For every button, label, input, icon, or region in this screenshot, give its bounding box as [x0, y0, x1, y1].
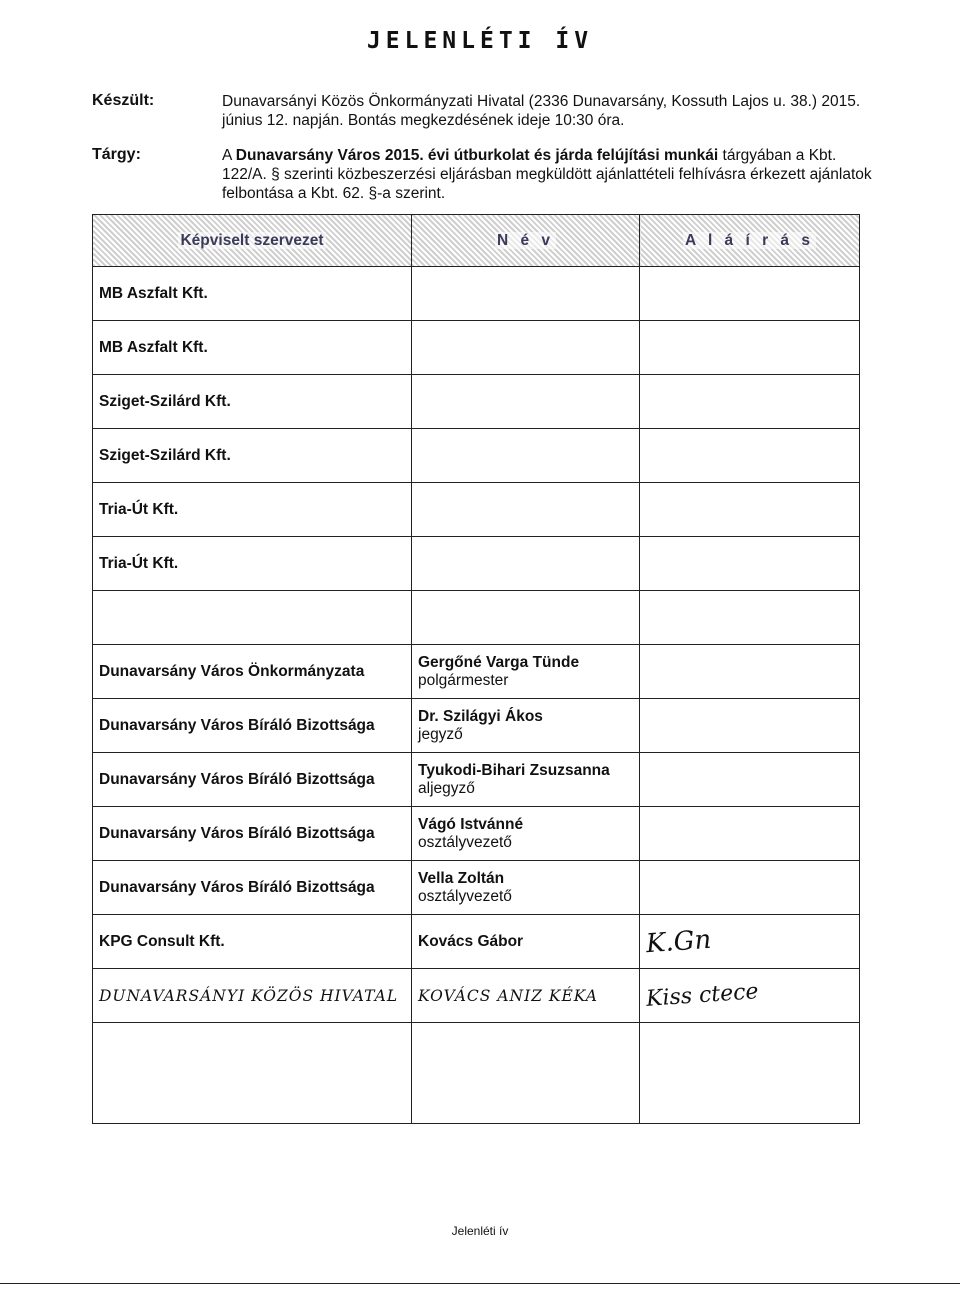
keszult-text: Dunavarsányi Közös Önkormányzati Hivatal (2336 Dunavarsány, Kossuth Lajos u. 38.) 2015. június 12. napján. Bontás megkezdésének ideje 10:30 óra. [222, 93, 861, 129]
name-cell: Dr. Szilágyi Ákos jegyző [412, 699, 640, 753]
signature-cell [640, 969, 860, 1023]
table-row [93, 429, 860, 483]
table-header-row [93, 215, 860, 267]
handwritten-org-cell: DUNAVARSÁNYI KÖZÖS HIVATAL [93, 969, 412, 1023]
org-cell [93, 591, 412, 645]
signature-cell [640, 699, 860, 753]
name-cell [412, 267, 640, 321]
name-cell [412, 375, 640, 429]
signature-cell [640, 645, 860, 699]
org-cell: KPG Consult Kft. [93, 915, 412, 969]
keszult-label: Készült: [92, 92, 155, 109]
table-row-empty [93, 1023, 860, 1124]
signature-cell [640, 591, 860, 645]
org-cell [93, 1023, 412, 1124]
signature-cell [640, 267, 860, 321]
table-row [93, 321, 860, 375]
org-cell: Tria-Út Kft. [93, 483, 412, 537]
targy-label: Tárgy: [92, 146, 141, 163]
header-org: Képviselt szervezet [93, 215, 412, 267]
footer-rule [0, 1283, 960, 1284]
name-cell [412, 321, 640, 375]
org-cell: Dunavarsány Város Bíráló Bizottsága [93, 699, 412, 753]
signature-cell [640, 807, 860, 861]
table-row [93, 915, 860, 969]
targy-bold: Dunavarsány Város 2015. évi útburkolat és járda felújítási munkái [235, 147, 719, 164]
targy-prefix: A [222, 147, 236, 164]
table-row [93, 969, 860, 1023]
org-cell: Dunavarsány Város Bíráló Bizottsága [93, 753, 412, 807]
header-name: N é v [412, 215, 640, 267]
name-cell: Gergőné Varga Tünde polgármester [412, 645, 640, 699]
name-cell [412, 483, 640, 537]
attendance-table [92, 214, 860, 1124]
org-cell: Dunavarsány Város Bíráló Bizottsága [93, 807, 412, 861]
targy-suffix: tárgyában a Kbt. 122/A. § szerinti közbeszerzési eljárásban megküldött ajánlattételi felhívásra érkezett ajánlatok felbontása a Kbt. 62. §-a szerint. [222, 147, 872, 202]
table-row [93, 267, 860, 321]
handwritten-signature: K.Gn [645, 924, 713, 959]
table-row [93, 375, 860, 429]
signature-cell [640, 321, 860, 375]
signature-cell [640, 537, 860, 591]
org-cell: Sziget-Szilárd Kft. [93, 375, 412, 429]
name-cell: Vella Zoltán osztályvezető [412, 861, 640, 915]
table-row [93, 645, 860, 699]
table-row [93, 699, 860, 753]
table-row [93, 483, 860, 537]
signature-cell [640, 483, 860, 537]
name-cell [412, 1023, 640, 1124]
org-cell: Dunavarsány Város Bíráló Bizottsága [93, 861, 412, 915]
name-cell: Tyukodi-Bihari Zsuzsanna aljegyző [412, 753, 640, 807]
name-cell [412, 591, 640, 645]
org-cell: Sziget-Szilárd Kft. [93, 429, 412, 483]
signature-cell [640, 753, 860, 807]
org-cell: MB Aszfalt Kft. [93, 321, 412, 375]
signature-cell [640, 861, 860, 915]
org-cell: Tria-Út Kft. [93, 537, 412, 591]
document-title: JELENLÉTI ÍV [366, 28, 594, 54]
header-signature: A l á í r á s [640, 215, 860, 267]
signature-cell [640, 915, 860, 969]
table-row [93, 591, 860, 645]
targy-text [222, 146, 882, 203]
name-cell [412, 429, 640, 483]
table-row [93, 537, 860, 591]
table-row [93, 807, 860, 861]
org-cell: Dunavarsány Város Önkormányzata [93, 645, 412, 699]
handwritten-name-cell: KOVÁCS ANIZ KÉKA [412, 969, 640, 1023]
name-cell: Vágó Istvánné osztályvezető [412, 807, 640, 861]
org-cell: MB Aszfalt Kft. [93, 267, 412, 321]
handwritten-signature: Kiss ctece [645, 979, 760, 1012]
signature-cell [640, 375, 860, 429]
signature-cell [640, 1023, 860, 1124]
name-cell [412, 537, 640, 591]
name-cell: Kovács Gábor [412, 915, 640, 969]
page-footer: Jelenléti ív [451, 1224, 509, 1238]
table-row [93, 753, 860, 807]
signature-cell [640, 429, 860, 483]
table-row [93, 861, 860, 915]
